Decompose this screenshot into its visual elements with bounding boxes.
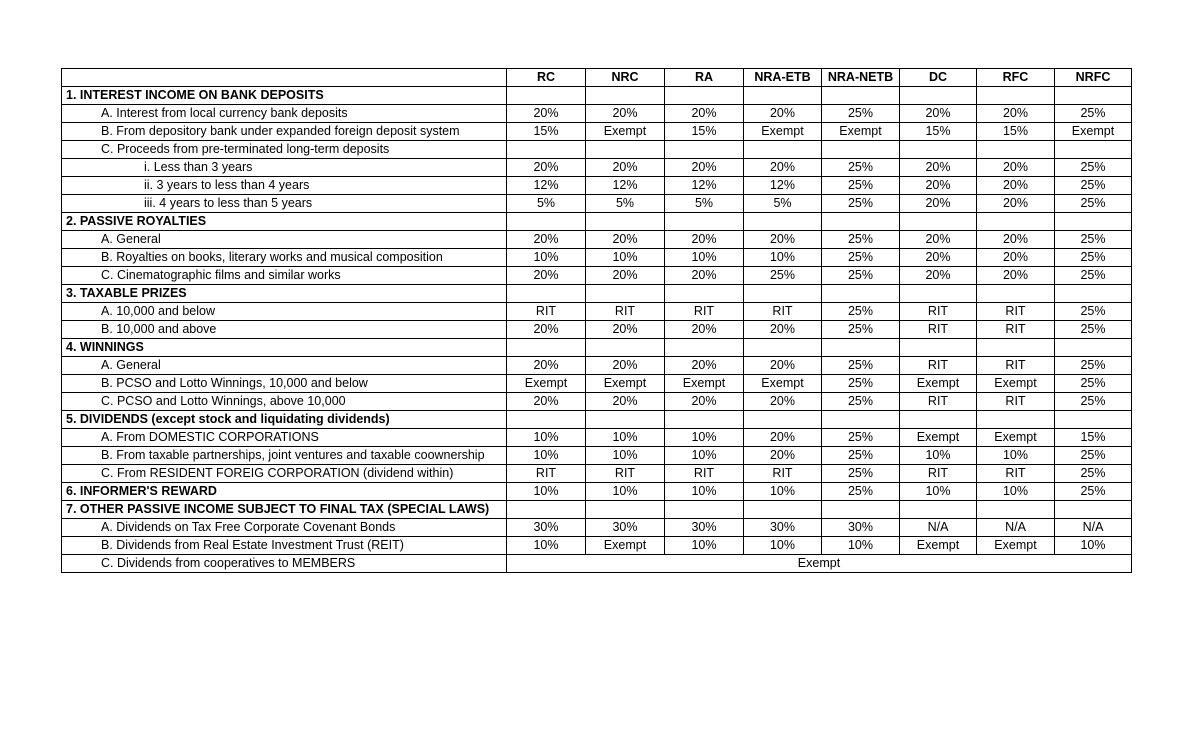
rate-cell-rc: 20% <box>507 321 586 339</box>
rate-cell-rfc: RIT <box>977 321 1055 339</box>
section-row <box>62 501 1132 519</box>
rate-cell-ra: Exempt <box>665 375 744 393</box>
rate-cell-nra-netb <box>822 339 900 357</box>
rate-cell-nrfc: 25% <box>1055 159 1132 177</box>
rate-cell-nra-netb: Exempt <box>822 123 900 141</box>
table-row <box>62 105 1132 123</box>
rate-cell-rfc <box>977 141 1055 159</box>
rate-cell-nrfc: 25% <box>1055 177 1132 195</box>
rate-cell-rc: RIT <box>507 465 586 483</box>
row-label: A. From DOMESTIC CORPORATIONS <box>62 429 507 447</box>
rate-cell-nra-netb <box>822 285 900 303</box>
rate-cell-nrc <box>586 285 665 303</box>
rate-cell-rc: 20% <box>507 267 586 285</box>
column-header-rc: RC <box>507 69 586 87</box>
table-row <box>62 555 1132 573</box>
rate-cell-nra-netb: 25% <box>822 159 900 177</box>
rate-cell-nra-etb: 20% <box>744 429 822 447</box>
rate-cell-rfc: RIT <box>977 465 1055 483</box>
rate-cell-ra <box>665 285 744 303</box>
rate-cell-nrfc: 25% <box>1055 195 1132 213</box>
row-label: B. From depository bank under expanded foreign deposit system <box>62 123 507 141</box>
rate-cell-nrc <box>586 87 665 105</box>
rate-cell-rfc: 20% <box>977 267 1055 285</box>
rate-cell-rfc: 20% <box>977 249 1055 267</box>
rate-cell-dc <box>900 213 977 231</box>
rate-cell-rc: 20% <box>507 357 586 375</box>
table-row <box>62 249 1132 267</box>
row-label: B. Dividends from Real Estate Investment Trust (REIT) <box>62 537 507 555</box>
rate-cell-rc <box>507 411 586 429</box>
rate-cell-nrc: RIT <box>586 303 665 321</box>
rate-cell-nra-etb: 20% <box>744 357 822 375</box>
column-header-nrc: NRC <box>586 69 665 87</box>
rate-cell-dc: 20% <box>900 249 977 267</box>
rate-cell-ra: RIT <box>665 303 744 321</box>
header-corner-cell <box>62 69 507 87</box>
rate-cell-nra-netb: 10% <box>822 537 900 555</box>
section-heading: 2. PASSIVE ROYALTIES <box>62 213 507 231</box>
rate-cell-rfc <box>977 339 1055 357</box>
column-header-rfc: RFC <box>977 69 1055 87</box>
rate-cell-ra <box>665 213 744 231</box>
rate-cell-nra-etb: 20% <box>744 159 822 177</box>
rate-cell-rfc: 20% <box>977 177 1055 195</box>
rate-cell-nra-etb: 10% <box>744 483 822 501</box>
rate-cell-dc: 20% <box>900 177 977 195</box>
rate-cell-rfc: RIT <box>977 393 1055 411</box>
rate-cell-nrc: 10% <box>586 429 665 447</box>
rate-cell-nra-etb: 20% <box>744 447 822 465</box>
rate-cell-nrc <box>586 339 665 357</box>
rate-cell-rfc: 10% <box>977 483 1055 501</box>
section-row <box>62 411 1132 429</box>
rate-cell-ra: 20% <box>665 159 744 177</box>
section-heading: 4. WINNINGS <box>62 339 507 357</box>
rate-cell-rfc: 20% <box>977 159 1055 177</box>
row-label: C. Cinematographic films and similar works <box>62 267 507 285</box>
rate-cell-dc: 15% <box>900 123 977 141</box>
section-heading: 1. INTEREST INCOME ON BANK DEPOSITS <box>62 87 507 105</box>
rate-cell-nra-netb: 25% <box>822 321 900 339</box>
rate-cell-dc: RIT <box>900 321 977 339</box>
section-row <box>62 285 1132 303</box>
rate-cell-nrfc: 15% <box>1055 429 1132 447</box>
column-header-nrfc: NRFC <box>1055 69 1132 87</box>
table-row <box>62 429 1132 447</box>
rate-cell-dc <box>900 87 977 105</box>
rate-cell-dc <box>900 141 977 159</box>
rate-cell-rfc <box>977 411 1055 429</box>
rate-cell-rfc <box>977 501 1055 519</box>
rate-cell-ra: 20% <box>665 321 744 339</box>
rate-cell-nrc <box>586 411 665 429</box>
rate-cell-dc: N/A <box>900 519 977 537</box>
rate-cell-nra-etb <box>744 87 822 105</box>
row-label: A. 10,000 and below <box>62 303 507 321</box>
row-label: B. 10,000 and above <box>62 321 507 339</box>
rate-cell-nrc: 20% <box>586 267 665 285</box>
rate-cell-dc: RIT <box>900 393 977 411</box>
rate-cell-rc: 20% <box>507 393 586 411</box>
rate-cell-rc: 20% <box>507 159 586 177</box>
rate-cell-nrfc: 25% <box>1055 249 1132 267</box>
table-row <box>62 447 1132 465</box>
rate-cell-nrc: 20% <box>586 231 665 249</box>
table-row <box>62 141 1132 159</box>
rate-cell-nra-etb <box>744 411 822 429</box>
rate-cell-nra-netb: 25% <box>822 465 900 483</box>
row-label: B. PCSO and Lotto Winnings, 10,000 and below <box>62 375 507 393</box>
rate-cell-rfc <box>977 213 1055 231</box>
rate-cell-rfc: N/A <box>977 519 1055 537</box>
rate-cell-nra-netb: 25% <box>822 267 900 285</box>
rate-cell-nra-etb <box>744 141 822 159</box>
rate-cell-ra <box>665 87 744 105</box>
rate-cell-nra-etb: 20% <box>744 231 822 249</box>
rate-cell-rc <box>507 87 586 105</box>
rate-cell-nrfc: 25% <box>1055 465 1132 483</box>
rate-cell-rfc: 20% <box>977 105 1055 123</box>
rate-cell-rfc <box>977 87 1055 105</box>
row-label: A. Dividends on Tax Free Corporate Covenant Bonds <box>62 519 507 537</box>
row-label: C. Dividends from cooperatives to MEMBERS <box>62 555 507 573</box>
row-label: A. General <box>62 231 507 249</box>
rate-cell-rfc: 20% <box>977 231 1055 249</box>
rate-cell-nrfc <box>1055 87 1132 105</box>
rate-cell-rfc: 20% <box>977 195 1055 213</box>
rate-cell-nrc: 10% <box>586 447 665 465</box>
rate-cell-nra-netb: 30% <box>822 519 900 537</box>
rate-cell-nra-etb <box>744 213 822 231</box>
rate-cell-ra: 20% <box>665 393 744 411</box>
table-row <box>62 321 1132 339</box>
table-row <box>62 357 1132 375</box>
row-label: C. From RESIDENT FOREIG CORPORATION (dividend within) <box>62 465 507 483</box>
rate-cell-rc: 10% <box>507 249 586 267</box>
rate-cell-ra: 20% <box>665 357 744 375</box>
rate-cell-nra-netb: 25% <box>822 357 900 375</box>
rate-cell-rc <box>507 141 586 159</box>
column-header-ra: RA <box>665 69 744 87</box>
rate-cell-ra: 10% <box>665 537 744 555</box>
rate-cell-nra-netb: 25% <box>822 447 900 465</box>
rate-cell-nrc: 20% <box>586 357 665 375</box>
rate-cell-nra-etb: 30% <box>744 519 822 537</box>
rate-cell-rfc: Exempt <box>977 375 1055 393</box>
rate-cell-nrc: 10% <box>586 249 665 267</box>
table-row <box>62 123 1132 141</box>
rate-cell-nrc: 12% <box>586 177 665 195</box>
rate-cell-nrc: RIT <box>586 465 665 483</box>
rate-cell-nra-netb <box>822 501 900 519</box>
rate-cell-ra: 20% <box>665 267 744 285</box>
rate-cell-nra-etb: 20% <box>744 105 822 123</box>
rate-cell-ra: 15% <box>665 123 744 141</box>
rate-cell-nra-netb: 25% <box>822 195 900 213</box>
rate-cell-ra: 12% <box>665 177 744 195</box>
rate-cell-rc: 10% <box>507 429 586 447</box>
column-header-nra-netb: NRA-NETB <box>822 69 900 87</box>
rate-cell-nrfc: 10% <box>1055 537 1132 555</box>
rate-cell-nrc: Exempt <box>586 375 665 393</box>
rate-cell-rfc: 15% <box>977 123 1055 141</box>
rate-cell-rfc: Exempt <box>977 429 1055 447</box>
rate-cell-nra-etb: RIT <box>744 465 822 483</box>
rate-cell-nra-etb: 10% <box>744 537 822 555</box>
rate-cell-nra-etb: RIT <box>744 303 822 321</box>
rate-cell-nra-netb <box>822 141 900 159</box>
rate-cell-dc: 20% <box>900 231 977 249</box>
rate-cell-ra: 10% <box>665 483 744 501</box>
section-heading: 7. OTHER PASSIVE INCOME SUBJECT TO FINAL TAX (SPECIAL LAWS) <box>62 501 507 519</box>
rate-cell-nrc <box>586 213 665 231</box>
rate-cell-ra: 10% <box>665 249 744 267</box>
rate-cell-nra-netb: 25% <box>822 303 900 321</box>
header-row <box>62 69 1132 87</box>
rate-cell-dc <box>900 501 977 519</box>
rate-cell-dc: 20% <box>900 195 977 213</box>
rate-cell-dc: Exempt <box>900 429 977 447</box>
table-row <box>62 267 1132 285</box>
rate-cell-rfc: RIT <box>977 357 1055 375</box>
rate-cell-nrfc: 25% <box>1055 447 1132 465</box>
rate-cell-rc: 10% <box>507 447 586 465</box>
merged-rate-cell: Exempt <box>507 555 1132 573</box>
rate-cell-dc <box>900 411 977 429</box>
row-label: ii. 3 years to less than 4 years <box>62 177 507 195</box>
row-label: A. Interest from local currency bank deposits <box>62 105 507 123</box>
rate-cell-ra: RIT <box>665 465 744 483</box>
rate-cell-nra-etb: 20% <box>744 321 822 339</box>
rate-cell-nra-netb: 25% <box>822 105 900 123</box>
section-row <box>62 483 1132 501</box>
rate-cell-nra-etb <box>744 285 822 303</box>
table-row <box>62 231 1132 249</box>
rate-cell-nrc: 10% <box>586 483 665 501</box>
rate-cell-dc: 10% <box>900 447 977 465</box>
rate-cell-nrfc: 25% <box>1055 357 1132 375</box>
rate-cell-nrc: 5% <box>586 195 665 213</box>
rate-cell-rc: 10% <box>507 537 586 555</box>
rate-cell-nrfc: 25% <box>1055 231 1132 249</box>
rate-cell-rfc <box>977 285 1055 303</box>
rate-cell-nrfc <box>1055 501 1132 519</box>
rate-cell-rfc: RIT <box>977 303 1055 321</box>
rate-cell-dc: 10% <box>900 483 977 501</box>
table-row <box>62 303 1132 321</box>
rate-cell-nra-netb: 25% <box>822 429 900 447</box>
rate-cell-nra-netb: 25% <box>822 249 900 267</box>
section-heading: 6. INFORMER'S REWARD <box>62 483 507 501</box>
rate-cell-nra-etb: Exempt <box>744 123 822 141</box>
table-row <box>62 519 1132 537</box>
rate-cell-nrfc: 25% <box>1055 393 1132 411</box>
rate-cell-rc: 12% <box>507 177 586 195</box>
rate-cell-nrc: 20% <box>586 105 665 123</box>
rate-cell-nrc: 20% <box>586 393 665 411</box>
rate-cell-rc: 30% <box>507 519 586 537</box>
rate-cell-dc: RIT <box>900 465 977 483</box>
rate-cell-nra-etb <box>744 339 822 357</box>
rate-cell-nra-netb: 25% <box>822 375 900 393</box>
rate-cell-dc: Exempt <box>900 375 977 393</box>
table-row <box>62 393 1132 411</box>
row-label: i. Less than 3 years <box>62 159 507 177</box>
rate-cell-rc: 15% <box>507 123 586 141</box>
rate-cell-ra: 20% <box>665 231 744 249</box>
rate-cell-rc: 20% <box>507 231 586 249</box>
table-row <box>62 375 1132 393</box>
rate-cell-rc: 10% <box>507 483 586 501</box>
section-heading: 3. TAXABLE PRIZES <box>62 285 507 303</box>
rate-cell-nra-netb: 25% <box>822 231 900 249</box>
rate-cell-nra-netb: 25% <box>822 483 900 501</box>
rate-cell-dc: 20% <box>900 267 977 285</box>
rate-cell-ra: 10% <box>665 447 744 465</box>
rate-cell-ra <box>665 141 744 159</box>
rate-cell-nrc: 20% <box>586 321 665 339</box>
rate-cell-dc <box>900 285 977 303</box>
column-header-nra-etb: NRA-ETB <box>744 69 822 87</box>
section-row <box>62 213 1132 231</box>
rate-cell-ra <box>665 501 744 519</box>
rate-cell-nrc: Exempt <box>586 123 665 141</box>
rate-cell-rc <box>507 501 586 519</box>
rate-cell-dc: Exempt <box>900 537 977 555</box>
rate-cell-nrfc: 25% <box>1055 267 1132 285</box>
rate-cell-dc <box>900 339 977 357</box>
rate-cell-ra <box>665 339 744 357</box>
rate-cell-nrfc <box>1055 213 1132 231</box>
rate-cell-nrfc: 25% <box>1055 303 1132 321</box>
table-row <box>62 159 1132 177</box>
rate-cell-nrc: Exempt <box>586 537 665 555</box>
rate-cell-nrc <box>586 141 665 159</box>
rate-cell-rc <box>507 285 586 303</box>
rate-cell-nra-netb <box>822 213 900 231</box>
row-label: C. PCSO and Lotto Winnings, above 10,000 <box>62 393 507 411</box>
section-row <box>62 87 1132 105</box>
rate-cell-nrfc: Exempt <box>1055 123 1132 141</box>
rate-cell-rc: 5% <box>507 195 586 213</box>
table-row <box>62 465 1132 483</box>
rate-cell-nrfc: N/A <box>1055 519 1132 537</box>
rate-cell-dc: RIT <box>900 357 977 375</box>
rate-cell-nrc: 20% <box>586 159 665 177</box>
rate-cell-rc <box>507 213 586 231</box>
row-label: iii. 4 years to less than 5 years <box>62 195 507 213</box>
final-tax-rates-table <box>61 68 1132 573</box>
rate-cell-nra-etb: 5% <box>744 195 822 213</box>
rate-cell-nrc <box>586 501 665 519</box>
rate-cell-nra-etb: 20% <box>744 393 822 411</box>
rate-cell-nra-etb <box>744 501 822 519</box>
rate-cell-nra-etb: Exempt <box>744 375 822 393</box>
rate-cell-nrfc <box>1055 285 1132 303</box>
rate-cell-nra-netb <box>822 87 900 105</box>
rate-cell-nra-etb: 12% <box>744 177 822 195</box>
rate-cell-rc: RIT <box>507 303 586 321</box>
rate-cell-rc: 20% <box>507 105 586 123</box>
row-label: C. Proceeds from pre-terminated long-term deposits <box>62 141 507 159</box>
row-label: B. From taxable partnerships, joint ventures and taxable coownership <box>62 447 507 465</box>
table-row <box>62 537 1132 555</box>
rate-cell-nrfc <box>1055 411 1132 429</box>
rate-cell-nra-netb: 25% <box>822 177 900 195</box>
rate-cell-rc: Exempt <box>507 375 586 393</box>
rate-cell-nrfc <box>1055 339 1132 357</box>
rate-cell-ra: 5% <box>665 195 744 213</box>
column-header-dc: DC <box>900 69 977 87</box>
rate-cell-ra: 20% <box>665 105 744 123</box>
row-label: A. General <box>62 357 507 375</box>
section-row <box>62 339 1132 357</box>
table-row <box>62 177 1132 195</box>
rate-cell-nrfc: 25% <box>1055 105 1132 123</box>
rate-cell-nra-netb <box>822 411 900 429</box>
rate-cell-rc <box>507 339 586 357</box>
table-row <box>62 195 1132 213</box>
rate-cell-nra-etb: 10% <box>744 249 822 267</box>
rate-cell-nrfc: 25% <box>1055 483 1132 501</box>
rate-cell-nrfc: 25% <box>1055 321 1132 339</box>
section-heading: 5. DIVIDENDS (except stock and liquidating dividends) <box>62 411 507 429</box>
rate-cell-nrc: 30% <box>586 519 665 537</box>
rate-cell-nrfc: 25% <box>1055 375 1132 393</box>
rate-cell-ra: 30% <box>665 519 744 537</box>
rate-cell-rfc: 10% <box>977 447 1055 465</box>
rate-cell-dc: RIT <box>900 303 977 321</box>
rate-cell-ra: 10% <box>665 429 744 447</box>
rate-cell-dc: 20% <box>900 105 977 123</box>
rate-cell-nra-netb: 25% <box>822 393 900 411</box>
row-label: B. Royalties on books, literary works and musical composition <box>62 249 507 267</box>
rate-cell-rfc: Exempt <box>977 537 1055 555</box>
rate-cell-ra <box>665 411 744 429</box>
rate-cell-nra-etb: 25% <box>744 267 822 285</box>
rate-cell-dc: 20% <box>900 159 977 177</box>
rate-cell-nrfc <box>1055 141 1132 159</box>
